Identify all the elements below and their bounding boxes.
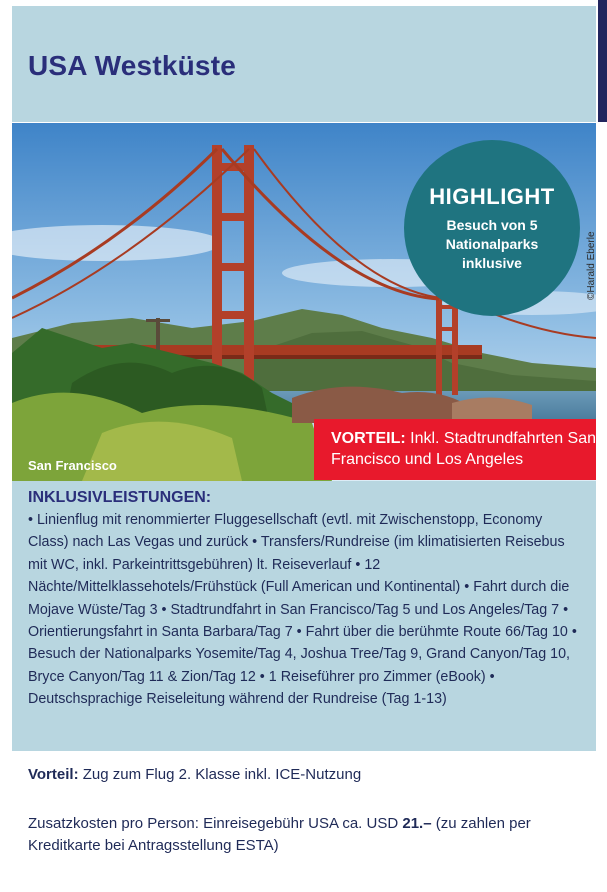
advantage-line — [28, 766, 361, 783]
inklusivleistungen-heading: INKLUSIVLEISTUNGEN: — [28, 489, 212, 506]
inklusivleistungen-box — [12, 481, 596, 751]
extra-costs — [28, 813, 588, 857]
photo-caption: San Francisco — [28, 458, 117, 473]
vorteil-banner — [314, 419, 596, 480]
highlight-text: Besuch von 5 Nationalparks inklusive — [445, 216, 539, 271]
page-title: USA Westküste — [28, 50, 236, 81]
extra-costs-amount: 21.– — [402, 815, 432, 832]
extra-costs-prefix: Zusatzkosten pro Person: Einreisegebühr USA ca. USD — [28, 815, 403, 832]
highlight-title: HIGHLIGHT — [429, 183, 555, 209]
title-header — [12, 6, 596, 122]
photo-credit: ©Harald Eberle — [586, 231, 597, 300]
edge-accent-bar — [598, 0, 607, 122]
advantage-label: Vorteil: — [28, 766, 79, 783]
vorteil-banner-text: Inkl. Stadtrundfahrten San Francisco und Los Angeles — [331, 430, 597, 468]
vorteil-banner-label: VORTEIL: — [331, 430, 406, 447]
advantage-text: Zug zum Flug 2. Klasse inkl. ICE-Nutzung — [78, 766, 362, 783]
inklusivleistungen-text: • Linienflug mit renommierter Fluggesellschaft (evtl. mit Zwischenstopp, Economy Class) nach Las Vegas und zurück • Transfers/Rundreise (im klimatisierten Reisebus mit WC, inkl. Parkeintrittsgebühren) lt. Reiseverlauf • 12 Nächte/Mittelklassehotels/Frühstück (Full American und Kontinental) • Fahrt durch die Mojave Wüste/Tag 3 • Stadtrundfahrt in San Francisco/Tag 5 und Los Angeles/Tag 7 • Orientierungsfahrt in Santa Barbara/Tag 7 • Fahrt über die berühmte Route 66/Tag 10 • Besuch der Nationalparks Yosemite/Tag 4, Joshua Tree/Tag 9, Grand Canyon/Tag 10, Bryce Canyon/Tag 11 & Zion/Tag 12 • 1 Reiseführer pro Zimmer (eBook) • Deutschsprachige Reiseleitung während der Rundreise (Tag 1-13) — [28, 512, 577, 708]
highlight-badge — [404, 140, 580, 316]
extra-costs-suffix: (zu zahlen per Kreditkarte bei Antragsstellung ESTA) — [28, 815, 531, 854]
